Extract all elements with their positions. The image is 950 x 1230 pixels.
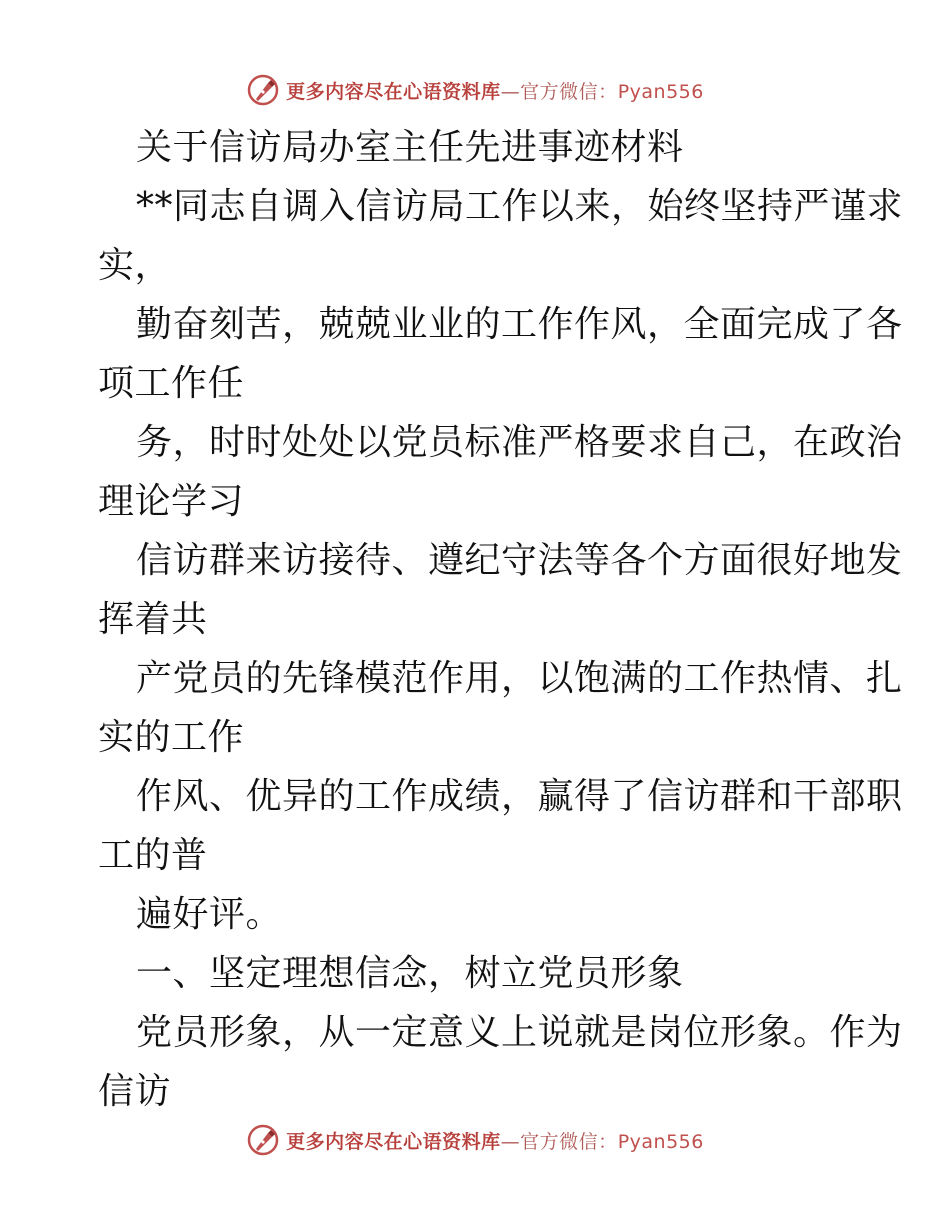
text-line: 一、坚定理想信念，树立党员形象 (136, 953, 684, 994)
text-line: 实的工作 (98, 717, 245, 758)
document-body (98, 118, 904, 1121)
fountain-pen-icon (246, 1123, 280, 1157)
text-line: 信访群来访接待、遵纪守法等各个方面很好地发 (136, 540, 903, 581)
text-line: 项工作任 (98, 363, 245, 404)
text-line: 勤奋刻苦，兢兢业业的工作作风，全面完成了各 (136, 304, 903, 345)
text-line: 遍好评。 (136, 894, 283, 935)
text-line: 作风、优异的工作成绩，赢得了信访群和干部职 (136, 776, 903, 817)
header-banner (0, 70, 950, 110)
text-line: 务，时时处处以党员标准严格要求自己，在政治 (136, 422, 903, 463)
text-line: 党员形象，从一定意义上说就是岗位形象。作为 (136, 1012, 903, 1053)
text-line: 信访 (98, 1071, 172, 1112)
banner-wechat-id: Pyan556 (617, 80, 704, 103)
text-line: 实， (98, 245, 172, 286)
banner-separator: — (500, 80, 521, 103)
banner-official-label: 官方微信： (520, 80, 618, 103)
text-line: 理论学习 (98, 481, 245, 522)
text-line: 工的普 (98, 835, 208, 876)
banner-text (286, 77, 704, 104)
text-line: 产党员的先锋模范作用，以饱满的工作热情、扎 (136, 658, 903, 699)
banner-official-label: 官方微信： (520, 1130, 618, 1153)
text-line: **同志自调入信访局工作以来，始终坚持严谨求 (136, 186, 904, 227)
fountain-pen-icon (246, 73, 280, 107)
banner-site-text: 更多内容尽在心语资料库 (286, 80, 501, 103)
banner-wechat-id: Pyan556 (617, 1130, 704, 1153)
footer-banner (0, 1120, 950, 1160)
banner-text (286, 1127, 704, 1154)
banner-separator: — (500, 1130, 521, 1153)
text-line: 挥着共 (98, 599, 208, 640)
text-line: 关于信访局办室主任先进事迹材料 (136, 127, 684, 168)
banner-site-text: 更多内容尽在心语资料库 (286, 1130, 501, 1153)
